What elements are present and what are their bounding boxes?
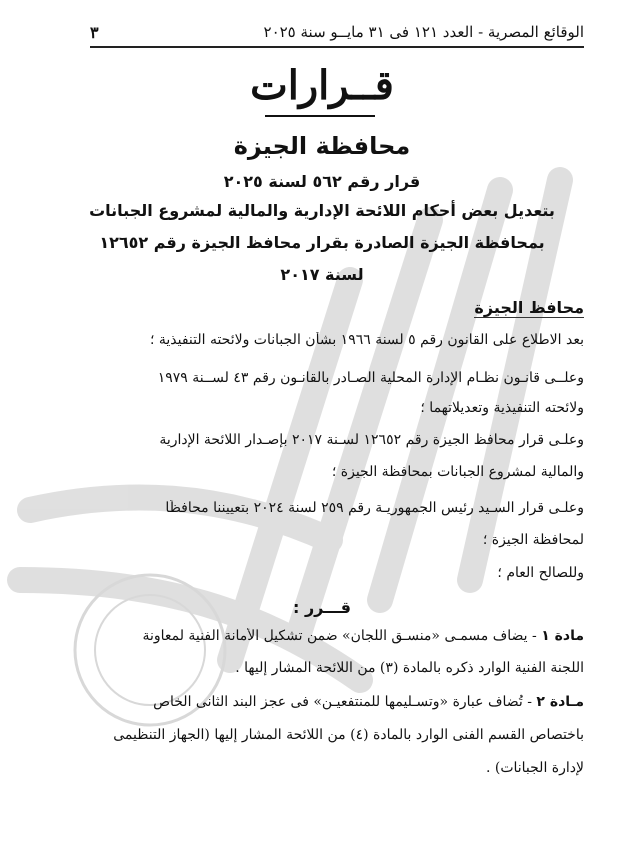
decided-heading: قـــرر : <box>292 598 351 617</box>
preamble-line: وعلـى قرار السـيد رئيس الجمهوريـة رقم ٢٥٩ لسنة ٢٠٢٤ بتعييننا محافظًا <box>165 500 584 516</box>
article-line <box>44 628 584 644</box>
preamble-line: وعلــى قانـون نظـام الإدارة المحلية الصـادر بالقانـون رقم ٤٣ لســنة ١٩٧٩ <box>157 370 584 386</box>
article-line <box>44 694 584 710</box>
article-text: - تُضاف عبارة «وتسـليمها للمنتفعيـن» فى عجز البند الثانى الخاص <box>153 694 537 710</box>
running-title: الوقائع المصرية - العدد ١٢١ فى ٣١ مايــو سنة ٢٠٢٥ <box>263 23 584 41</box>
article-line: باختصاص القسم الفنى الوارد بالمادة (٤) من اللائحة المشار إليها (الجهاز التنظيمى <box>113 727 584 743</box>
article-text: - يضاف مسمـى «منسـق اللجان» ضمن تشكيل الأمانة الفنية لمعاونة <box>142 628 542 644</box>
issuer-heading: محافظ الجيزة <box>474 298 584 317</box>
article-line: لإدارة الجبانات) . <box>485 760 584 776</box>
preamble-line: ولائحته التنفيذية وتعديلاتهما ؛ <box>420 400 584 416</box>
preamble-line: والمالية لمشروع الجبانات بمحافظة الجيزة ؛ <box>331 464 584 480</box>
section-title: قــرارات <box>250 62 394 109</box>
decision-number: قرار رقم ٥٦٢ لسنة ٢٠٢٥ <box>223 172 421 191</box>
decision-subject-line: بمحافظة الجيزة الصادرة بقرار محافظ الجيزة رقم ١٢٦٥٢ <box>99 233 545 252</box>
article-line: اللجنة الفنية الوارد ذكره بالمادة (٣) من اللائحة المشار إليها . <box>235 660 584 676</box>
decision-subject-line: بتعديل بعض أحكام اللائحة الإدارية والمالية لمشروع الجبانات <box>89 201 555 220</box>
preamble-line: وعلـى قرار محافظ الجيزة رقم ١٢٦٥٢ لسـنة ٢٠١٧ بإصـدار اللائحة الإدارية <box>159 432 584 448</box>
governorate-heading: محافظة الجيزة <box>233 132 411 160</box>
preamble-line: وللصالح العام ؛ <box>497 565 584 581</box>
article-label: مـادة ٢ <box>536 694 584 710</box>
preamble-line: لمحافظة الجيزة ؛ <box>482 532 584 548</box>
decision-subject-line: لسنة ٢٠١٧ <box>280 265 364 284</box>
page-header <box>90 18 584 48</box>
preamble-line: بعد الاطلاع على القانون رقم ٥ لسنة ١٩٦٦ بشأن الجبانات ولائحته التنفيذية ؛ <box>149 332 584 348</box>
article-label: مادة ١ <box>541 628 584 644</box>
page-number: ٣ <box>90 22 99 42</box>
